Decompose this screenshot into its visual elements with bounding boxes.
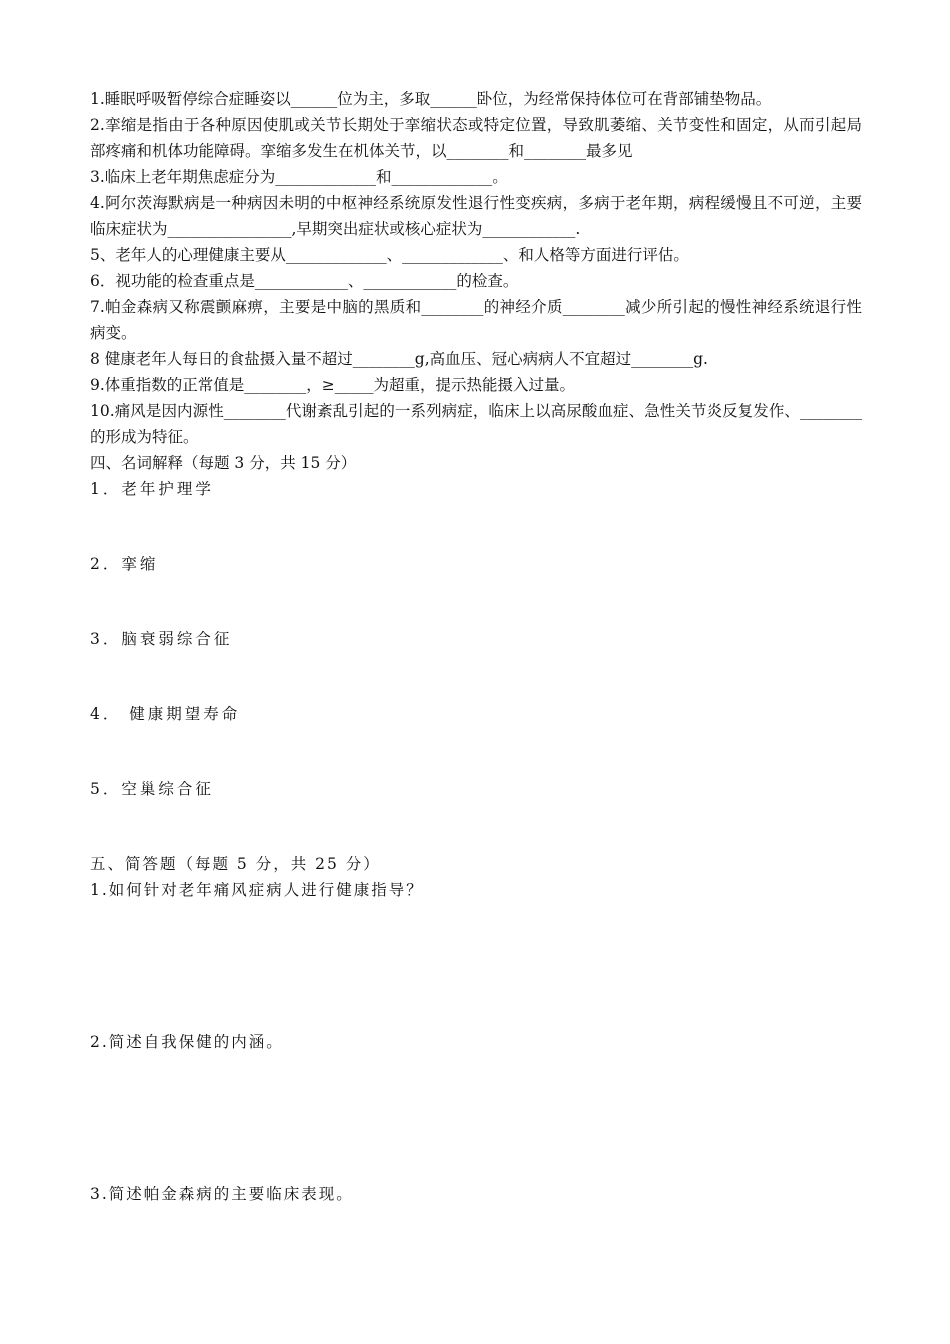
fill-question-2: 2.挛缩是指由于各种原因使肌或关节长期处于挛缩状态或特定位置，导致肌萎缩、关节变性和固定，从而引起局部疼痛和机体功能障碍。挛缩多发生在机体关节，以________和________最多见 bbox=[90, 116, 862, 160]
term-2: 2．挛缩 bbox=[90, 555, 159, 573]
short-question-2: 2.简述自我保健的内涵。 bbox=[90, 1033, 284, 1051]
fill-question-7: 7.帕金森病又称震颤麻痹，主要是中脑的黑质和________的神经介质________减少所引起的慢性神经系统退行性病变。 bbox=[90, 298, 862, 342]
fill-question-3: 3.临床上老年期焦虑症分为_____________和_____________。 bbox=[90, 168, 508, 186]
section-5-title: 五、简答题（每题 5 分，共 25 分） bbox=[90, 855, 381, 873]
term-1: 1．老年护理学 bbox=[90, 480, 214, 498]
fill-question-10: 10.痛风是因内源性________代谢紊乱引起的一系列病症，临床上以高尿酸血症、急性关节炎反复发作、________的形成为特征。 bbox=[90, 402, 862, 446]
fill-blank-questions bbox=[90, 86, 862, 450]
fill-question-1: 1.睡眠呼吸暂停综合症睡姿以______位为主，多取______卧位，为经常保持体位可在背部铺垫物品。 bbox=[90, 90, 772, 108]
section-4-title: 四、名词解释（每题 3 分，共 15 分） bbox=[90, 454, 357, 472]
fill-question-8: 8 健康老年人每日的食盐摄入量不超过________g,高血压、冠心病病人不宜超过________g. bbox=[90, 350, 708, 368]
fill-question-5: 5、老年人的心理健康主要从_____________、_____________、和人格等方面进行评估。 bbox=[90, 246, 689, 264]
exam-page bbox=[90, 86, 862, 1207]
term-4: 4． 健康期望寿命 bbox=[90, 705, 241, 723]
fill-question-6: 6．视功能的检查重点是____________、____________的检查。 bbox=[90, 272, 519, 290]
term-3: 3．脑衰弱综合征 bbox=[90, 630, 233, 648]
fill-question-4: 4.阿尔茨海默病是一种病因未明的中枢神经系统原发性退行性变疾病，多病于老年期，病程缓慢且不可逆，主要临床症状为________________,早期突出症状或核心症状为____________. bbox=[90, 194, 862, 238]
term-5: 5．空巢综合征 bbox=[90, 780, 214, 798]
short-question-1: 1.如何针对老年痛风症病人进行健康指导？ bbox=[90, 881, 424, 899]
short-question-3: 3.简述帕金森病的主要临床表现。 bbox=[90, 1185, 354, 1203]
fill-question-9: 9.体重指数的正常值是________，≥_____为超重，提示热能摄入过量。 bbox=[90, 376, 576, 394]
